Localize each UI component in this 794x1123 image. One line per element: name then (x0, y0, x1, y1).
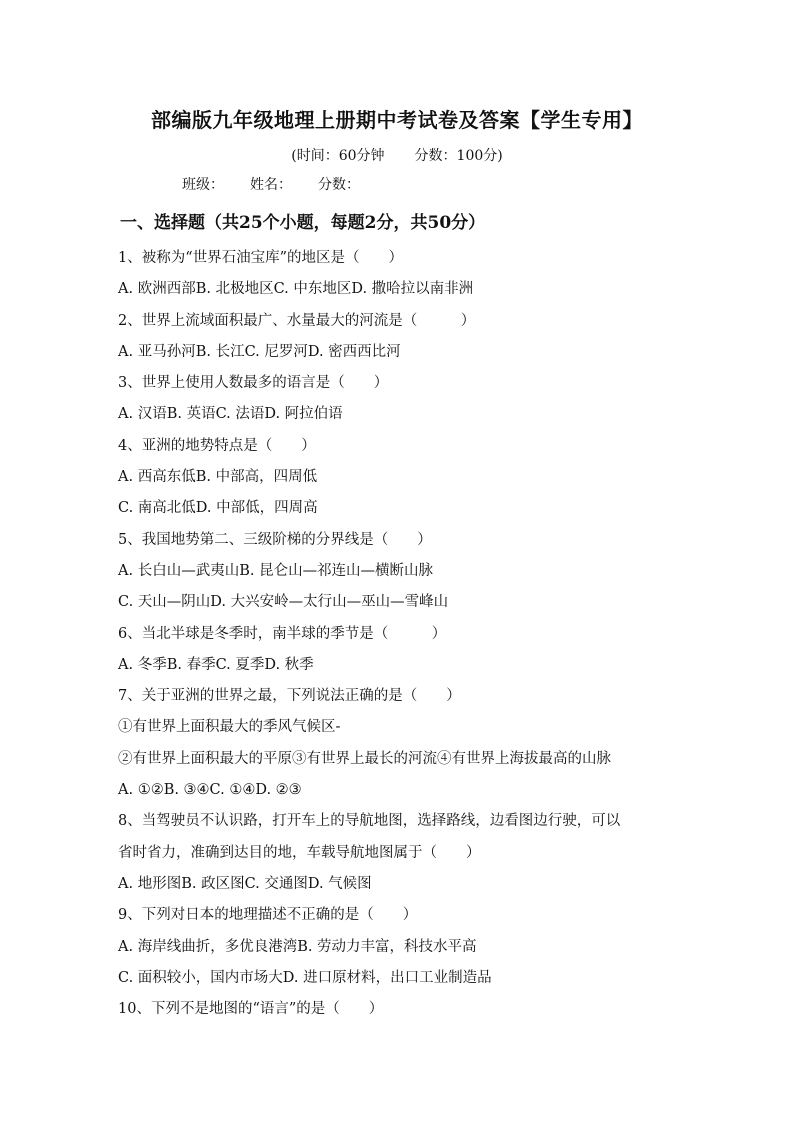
exam-meta (0, 145, 794, 165)
page-title: 部编版九年级地理上册期中考试卷及答案【学生专用】 (151, 108, 643, 132)
question-line: 2、世界上流域面积最广、水量最大的河流是（ ） (118, 312, 476, 329)
student-info-line (182, 174, 386, 194)
question-line: A. 亚马孙河B. 长江C. 尼罗河D. 密西西比河 (118, 343, 401, 360)
exam-time: (时间：60分钟 (291, 148, 385, 164)
question-line: C. 天山—阴山D. 大兴安岭—太行山—巫山—雪峰山 (118, 594, 449, 611)
score-label: 分数： (318, 177, 360, 193)
question-line: A. 地形图B. 政区图C. 交通图D. 气候图 (118, 875, 372, 892)
question-line: 6、当北半球是冬季时，南半球的季节是（ ） (118, 625, 447, 642)
question-line: 10、下列不是地图的“语言”的是（ ） (118, 1001, 384, 1018)
question-line: C. 南高北低D. 中部低，四周高 (118, 500, 318, 517)
question-line: 5、我国地势第二、三级阶梯的分界线是（ ） (118, 531, 432, 548)
question-list (118, 246, 698, 1028)
question-line: A. 冬季B. 春季C. 夏季D. 秋季 (118, 656, 314, 673)
question-line: 8、当驾驶员不认识路，打开车上的导航地图，选择路线，边看图边行驶，可以 (118, 813, 621, 830)
question-line: A. 欧洲西部B. 北极地区C. 中东地区D. 撒哈拉以南非洲 (118, 281, 474, 298)
question-line: 9、下列对日本的地理描述不正确的是（ ） (118, 907, 418, 924)
name-label: 姓名： (250, 177, 292, 193)
question-line: A. 长白山—武夷山B. 昆仑山—祁连山—横断山脉 (118, 562, 434, 579)
question-line: ②有世界上面积最大的平原③有世界上最长的河流④有世界上海拔最高的山脉 (118, 750, 611, 767)
question-line: 7、关于亚洲的世界之最，下列说法正确的是（ ） (118, 688, 461, 705)
question-line: A. 汉语B. 英语C. 法语D. 阿拉伯语 (118, 406, 343, 423)
question-line: 省时省力，准确到达目的地，车载导航地图属于（ ） (118, 844, 481, 861)
question-line: 1、被称为“世界石油宝库”的地区是（ ） (118, 250, 404, 266)
question-line: 3、世界上使用人数最多的语言是（ ） (118, 375, 389, 392)
question-line: C. 面积较小，国内市场大D. 进口原材料，出口工业制造品 (118, 969, 492, 986)
question-line: ①有世界上面积最大的季风气候区- (118, 719, 341, 736)
question-line: A. 西高东低B. 中部高，四周低 (118, 469, 318, 486)
section-heading: 一、选择题（共25个小题，每题2分，共50分） (120, 213, 486, 233)
class-label: 班级： (182, 177, 224, 193)
question-line: A. 海岸线曲折，多优良港湾B. 劳动力丰富，科技水平高 (118, 938, 477, 955)
question-line: 4、亚洲的地势特点是（ ） (118, 437, 316, 454)
exam-score: 分数：100分) (414, 148, 503, 164)
question-line: A. ①②B. ③④C. ①④D. ②③ (118, 782, 302, 799)
